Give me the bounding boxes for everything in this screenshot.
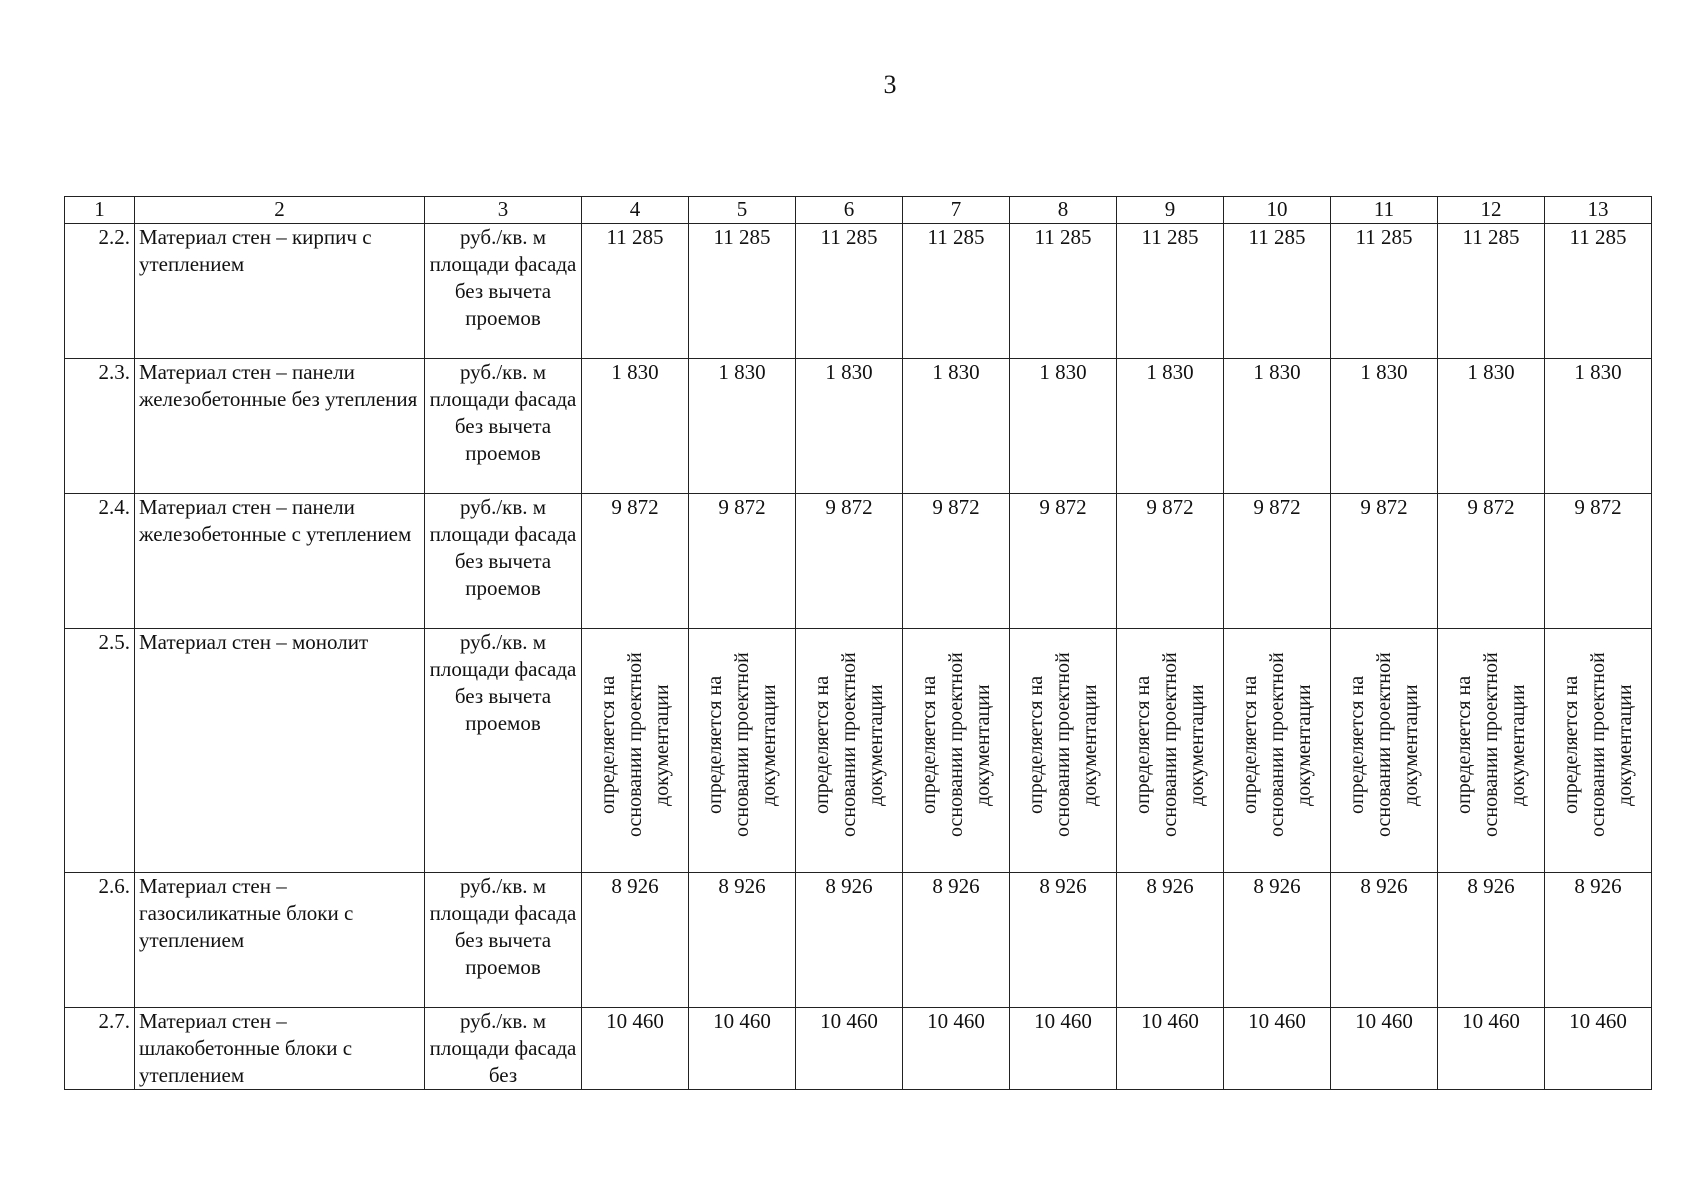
table-row: [65, 494, 1652, 629]
value-cell: 8 926: [1545, 873, 1652, 1008]
value-cell: 11 285: [796, 224, 903, 359]
row-unit: руб./кв. м площади фасада без вычета проемов: [425, 359, 582, 494]
value-cell: 1 830: [796, 359, 903, 494]
value-cell: 11 285: [1438, 224, 1545, 359]
value-cell: 8 926: [1331, 873, 1438, 1008]
value-cell: 10 460: [1117, 1008, 1224, 1090]
value-cell: 8 926: [1010, 873, 1117, 1008]
vertical-value-text: определяется на основании проектной документации: [917, 652, 994, 838]
value-cell: 9 872: [1010, 494, 1117, 629]
row-number: 2.4.: [65, 494, 135, 629]
vertical-value-text: определяется на основании проектной документации: [1131, 652, 1208, 838]
value-cell: 1 830: [1331, 359, 1438, 494]
row-unit: руб./кв. м площади фасада без вычета проемов: [425, 494, 582, 629]
column-number: 1: [65, 197, 135, 224]
value-cell: 9 872: [1224, 494, 1331, 629]
row-name: Материал стен – панели железобетонные с утеплением: [135, 494, 425, 629]
column-number: 2: [135, 197, 425, 224]
value-cell: 8 926: [582, 873, 689, 1008]
row-unit: руб./кв. м площади фасада без вычета проемов: [425, 873, 582, 1008]
value-cell: 1 830: [903, 359, 1010, 494]
column-number: 12: [1438, 197, 1545, 224]
value-cell: 9 872: [1117, 494, 1224, 629]
value-cell: 1 830: [582, 359, 689, 494]
row-number: 2.2.: [65, 224, 135, 359]
value-cell: 9 872: [1331, 494, 1438, 629]
column-number: 5: [689, 197, 796, 224]
value-cell: 10 460: [1010, 1008, 1117, 1090]
value-cell: [689, 629, 796, 873]
value-cell: 10 460: [1224, 1008, 1331, 1090]
column-number: 8: [1010, 197, 1117, 224]
vertical-value-text: определяется на основании проектной документации: [596, 652, 673, 838]
value-cell: 9 872: [903, 494, 1010, 629]
value-cell: [1224, 629, 1331, 873]
cost-table: [64, 196, 1652, 1090]
value-cell: 8 926: [796, 873, 903, 1008]
value-cell: 11 285: [1224, 224, 1331, 359]
value-cell: 9 872: [796, 494, 903, 629]
value-cell: 10 460: [796, 1008, 903, 1090]
value-cell: [1545, 629, 1652, 873]
value-cell: 10 460: [1438, 1008, 1545, 1090]
value-cell: 1 830: [1117, 359, 1224, 494]
vertical-value-text: определяется на основании проектной документации: [810, 652, 887, 838]
value-cell: 11 285: [689, 224, 796, 359]
column-number: 11: [1331, 197, 1438, 224]
value-cell: 9 872: [1545, 494, 1652, 629]
value-cell: [796, 629, 903, 873]
column-number: 10: [1224, 197, 1331, 224]
value-cell: 9 872: [582, 494, 689, 629]
table-row: [65, 224, 1652, 359]
table-row: [65, 873, 1652, 1008]
value-cell: 8 926: [903, 873, 1010, 1008]
row-number: 2.3.: [65, 359, 135, 494]
column-number: 3: [425, 197, 582, 224]
value-cell: [582, 629, 689, 873]
column-number: 4: [582, 197, 689, 224]
vertical-value-text: определяется на основании проектной документации: [1452, 652, 1529, 838]
row-name: Материал стен – кирпич с утеплением: [135, 224, 425, 359]
row-unit: руб./кв. м площади фасада без вычета проемов: [425, 224, 582, 359]
table-row: [65, 1008, 1652, 1090]
row-unit: руб./кв. м площади фасада без: [425, 1008, 582, 1090]
row-number: 2.5.: [65, 629, 135, 873]
value-cell: 8 926: [1224, 873, 1331, 1008]
value-cell: 1 830: [1224, 359, 1331, 494]
value-cell: 11 285: [582, 224, 689, 359]
vertical-value-text: определяется на основании проектной документации: [1345, 652, 1422, 838]
vertical-value-text: определяется на основании проектной документации: [703, 652, 780, 838]
value-cell: 10 460: [582, 1008, 689, 1090]
value-cell: [1331, 629, 1438, 873]
value-cell: 8 926: [1117, 873, 1224, 1008]
value-cell: [1117, 629, 1224, 873]
column-number: 13: [1545, 197, 1652, 224]
value-cell: 11 285: [1331, 224, 1438, 359]
value-cell: 11 285: [1010, 224, 1117, 359]
row-unit: руб./кв. м площади фасада без вычета проемов: [425, 629, 582, 873]
row-number: 2.6.: [65, 873, 135, 1008]
vertical-value-text: определяется на основании проектной документации: [1024, 652, 1101, 838]
value-cell: 11 285: [903, 224, 1010, 359]
table-row: [65, 359, 1652, 494]
value-cell: 10 460: [1545, 1008, 1652, 1090]
value-cell: [1438, 629, 1545, 873]
column-number: 7: [903, 197, 1010, 224]
value-cell: 1 830: [1545, 359, 1652, 494]
value-cell: 11 285: [1545, 224, 1652, 359]
value-cell: 11 285: [1117, 224, 1224, 359]
value-cell: 10 460: [903, 1008, 1010, 1090]
row-name: Материал стен – монолит: [135, 629, 425, 873]
row-name: Материал стен – газосиликатные блоки с утеплением: [135, 873, 425, 1008]
vertical-value-text: определяется на основании проектной документации: [1238, 652, 1315, 838]
table-row: [65, 629, 1652, 873]
value-cell: 1 830: [689, 359, 796, 494]
value-cell: 1 830: [1010, 359, 1117, 494]
value-cell: 8 926: [689, 873, 796, 1008]
value-cell: 10 460: [689, 1008, 796, 1090]
value-cell: 9 872: [689, 494, 796, 629]
value-cell: 1 830: [1438, 359, 1545, 494]
row-number: 2.7.: [65, 1008, 135, 1090]
column-number: 6: [796, 197, 903, 224]
value-cell: [1010, 629, 1117, 873]
row-name: Материал стен – панели железобетонные без утепления: [135, 359, 425, 494]
value-cell: 9 872: [1438, 494, 1545, 629]
vertical-value-text: определяется на основании проектной документации: [1559, 652, 1636, 838]
value-cell: [903, 629, 1010, 873]
value-cell: 10 460: [1331, 1008, 1438, 1090]
page-number: 3: [883, 70, 897, 99]
value-cell: 8 926: [1438, 873, 1545, 1008]
row-name: Материал стен – шлакобетонные блоки с утеплением: [135, 1008, 425, 1090]
column-number: 9: [1117, 197, 1224, 224]
column-number-row: [65, 197, 1652, 224]
